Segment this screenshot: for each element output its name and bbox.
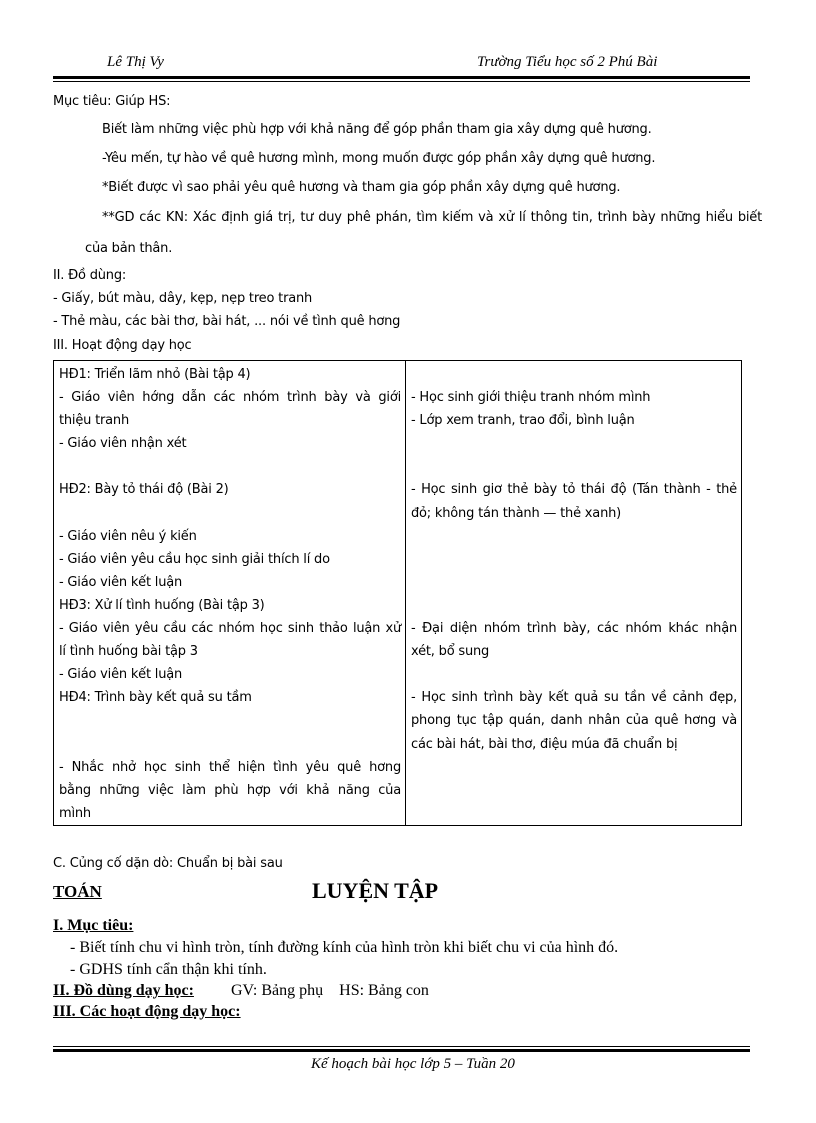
- objective-line: *Biết được vì sao phải yêu quê hương và tham gia góp phần xây dựng quê hương.: [102, 180, 621, 195]
- teacher-line: - Giáo viên nêu ý kiến: [59, 528, 197, 544]
- header-rule-thick: [53, 76, 750, 79]
- student-line: - Học sinh giơ thẻ bày tỏ thái độ (Tán thành - thẻ: [411, 482, 737, 498]
- student-line: - Đại diện nhóm trình bày, các nhóm khác nhận: [411, 621, 737, 637]
- teacher-line: HĐ2: Bày tỏ thái độ (Bài 2): [59, 482, 229, 498]
- teacher-line: mình: [59, 805, 91, 821]
- activities-heading: III. Hoạt động dạy học: [53, 338, 192, 353]
- objective-line: Biết làm những việc phù hợp với khả năng để góp phần tham gia xây dựng quê hương.: [102, 122, 652, 137]
- teacher-line: - Nhắc nhở học sinh thể hiện tình yêu quê hơng: [59, 759, 401, 775]
- student-column: [406, 361, 742, 826]
- teacher-line: bằng những việc làm phù hợp với khả năng của: [59, 782, 401, 798]
- closing-line: C. Củng cố dặn dò: Chuẩn bị bài sau: [53, 856, 283, 871]
- objective-line: -Yêu mến, tự hào về quê hương mình, mong muốn được góp phần xây dựng quê hương.: [102, 151, 656, 166]
- teacher-line: HĐ3: Xử lí tình huống (Bài tập 3): [59, 597, 265, 613]
- objective-line: **GD các KN: Xác định giá trị, tư duy phê phán, tìm kiếm và xử lí thông tin, trình bày những hiểu biết: [102, 210, 762, 225]
- teacher-line: - Giáo viên yêu cầu các nhóm học sinh thảo luận xử: [59, 621, 401, 637]
- header-rule-thin: [53, 81, 750, 82]
- teacher-line: HĐ1: Triển lãm nhỏ (Bài tập 4): [59, 367, 251, 382]
- math-materials-heading: II. Đồ dùng dạy học:: [53, 982, 194, 999]
- teacher-line: lí tình huống bài tập 3: [59, 644, 198, 660]
- teacher-line: - Giáo viên yêu cầu học sinh giải thích lí do: [59, 551, 330, 567]
- student-line: xét, bổ sung: [411, 644, 490, 660]
- math-activities-heading: III. Các hoạt động dạy học:: [53, 1003, 241, 1020]
- math-objective-line: - Biết tính chu vi hình tròn, tính đường kính của hình tròn khi biết chu vi của hình đó.: [70, 939, 619, 956]
- footer-rule-thin: [53, 1046, 750, 1047]
- math-materials-text: GV: Bảng phụ HS: Bảng con: [231, 982, 429, 999]
- lesson-title: LUYỆN TẬP: [312, 878, 439, 903]
- math-objective-line: - GDHS tính cẩn thận khi tính.: [70, 961, 267, 978]
- teacher-line: - Giáo viên kết luận: [59, 667, 183, 683]
- activities-table: [53, 360, 742, 826]
- footer-rule-thick: [53, 1049, 750, 1052]
- teacher-line: - Giáo viên kết luận: [59, 574, 183, 590]
- student-line: đỏ; không tán thành — thẻ xanh): [411, 505, 622, 521]
- header-school: Trường Tiểu học số 2 Phú Bài: [477, 54, 658, 70]
- student-line: - Lớp xem tranh, trao đổi, bình luận: [411, 413, 635, 429]
- materials-item: - Giấy, bút màu, dây, kẹp, nẹp treo tranh: [53, 291, 313, 306]
- subject-label: TOÁN: [53, 882, 102, 901]
- teacher-line: HĐ4: Trình bày kết quả su tầm: [59, 690, 252, 706]
- student-line: - Học sinh giới thiệu tranh nhóm mình: [411, 390, 651, 406]
- teacher-line: - Giáo viên nhận xét: [59, 436, 187, 452]
- materials-item: - Thẻ màu, các bài thơ, bài hát, ... nói về tình quê hơng: [53, 314, 401, 329]
- footer-text: Kế hoạch bài học lớp 5 – Tuần 20: [311, 1056, 515, 1072]
- teacher-line: thiệu tranh: [59, 413, 130, 429]
- header-author: Lê Thị Vy: [107, 54, 164, 70]
- student-line: phong tục tập quán, danh nhân của quê hơng và: [411, 713, 737, 729]
- student-line: các bài hát, bài thơ, điệu múa đã chuẩn bị: [411, 736, 678, 752]
- objective-line: của bản thân.: [85, 241, 173, 256]
- materials-heading: II. Đồ dùng:: [53, 268, 127, 283]
- teacher-line: - Giáo viên hớng dẫn các nhóm trình bày và giới: [59, 390, 401, 406]
- teacher-column: [54, 361, 406, 826]
- objectives-label: Mục tiêu: Giúp HS:: [53, 94, 171, 109]
- math-objectives-heading: I. Mục tiêu:: [53, 917, 134, 934]
- student-line: - Học sinh trình bày kết quả su tần về cảnh đẹp,: [411, 690, 737, 706]
